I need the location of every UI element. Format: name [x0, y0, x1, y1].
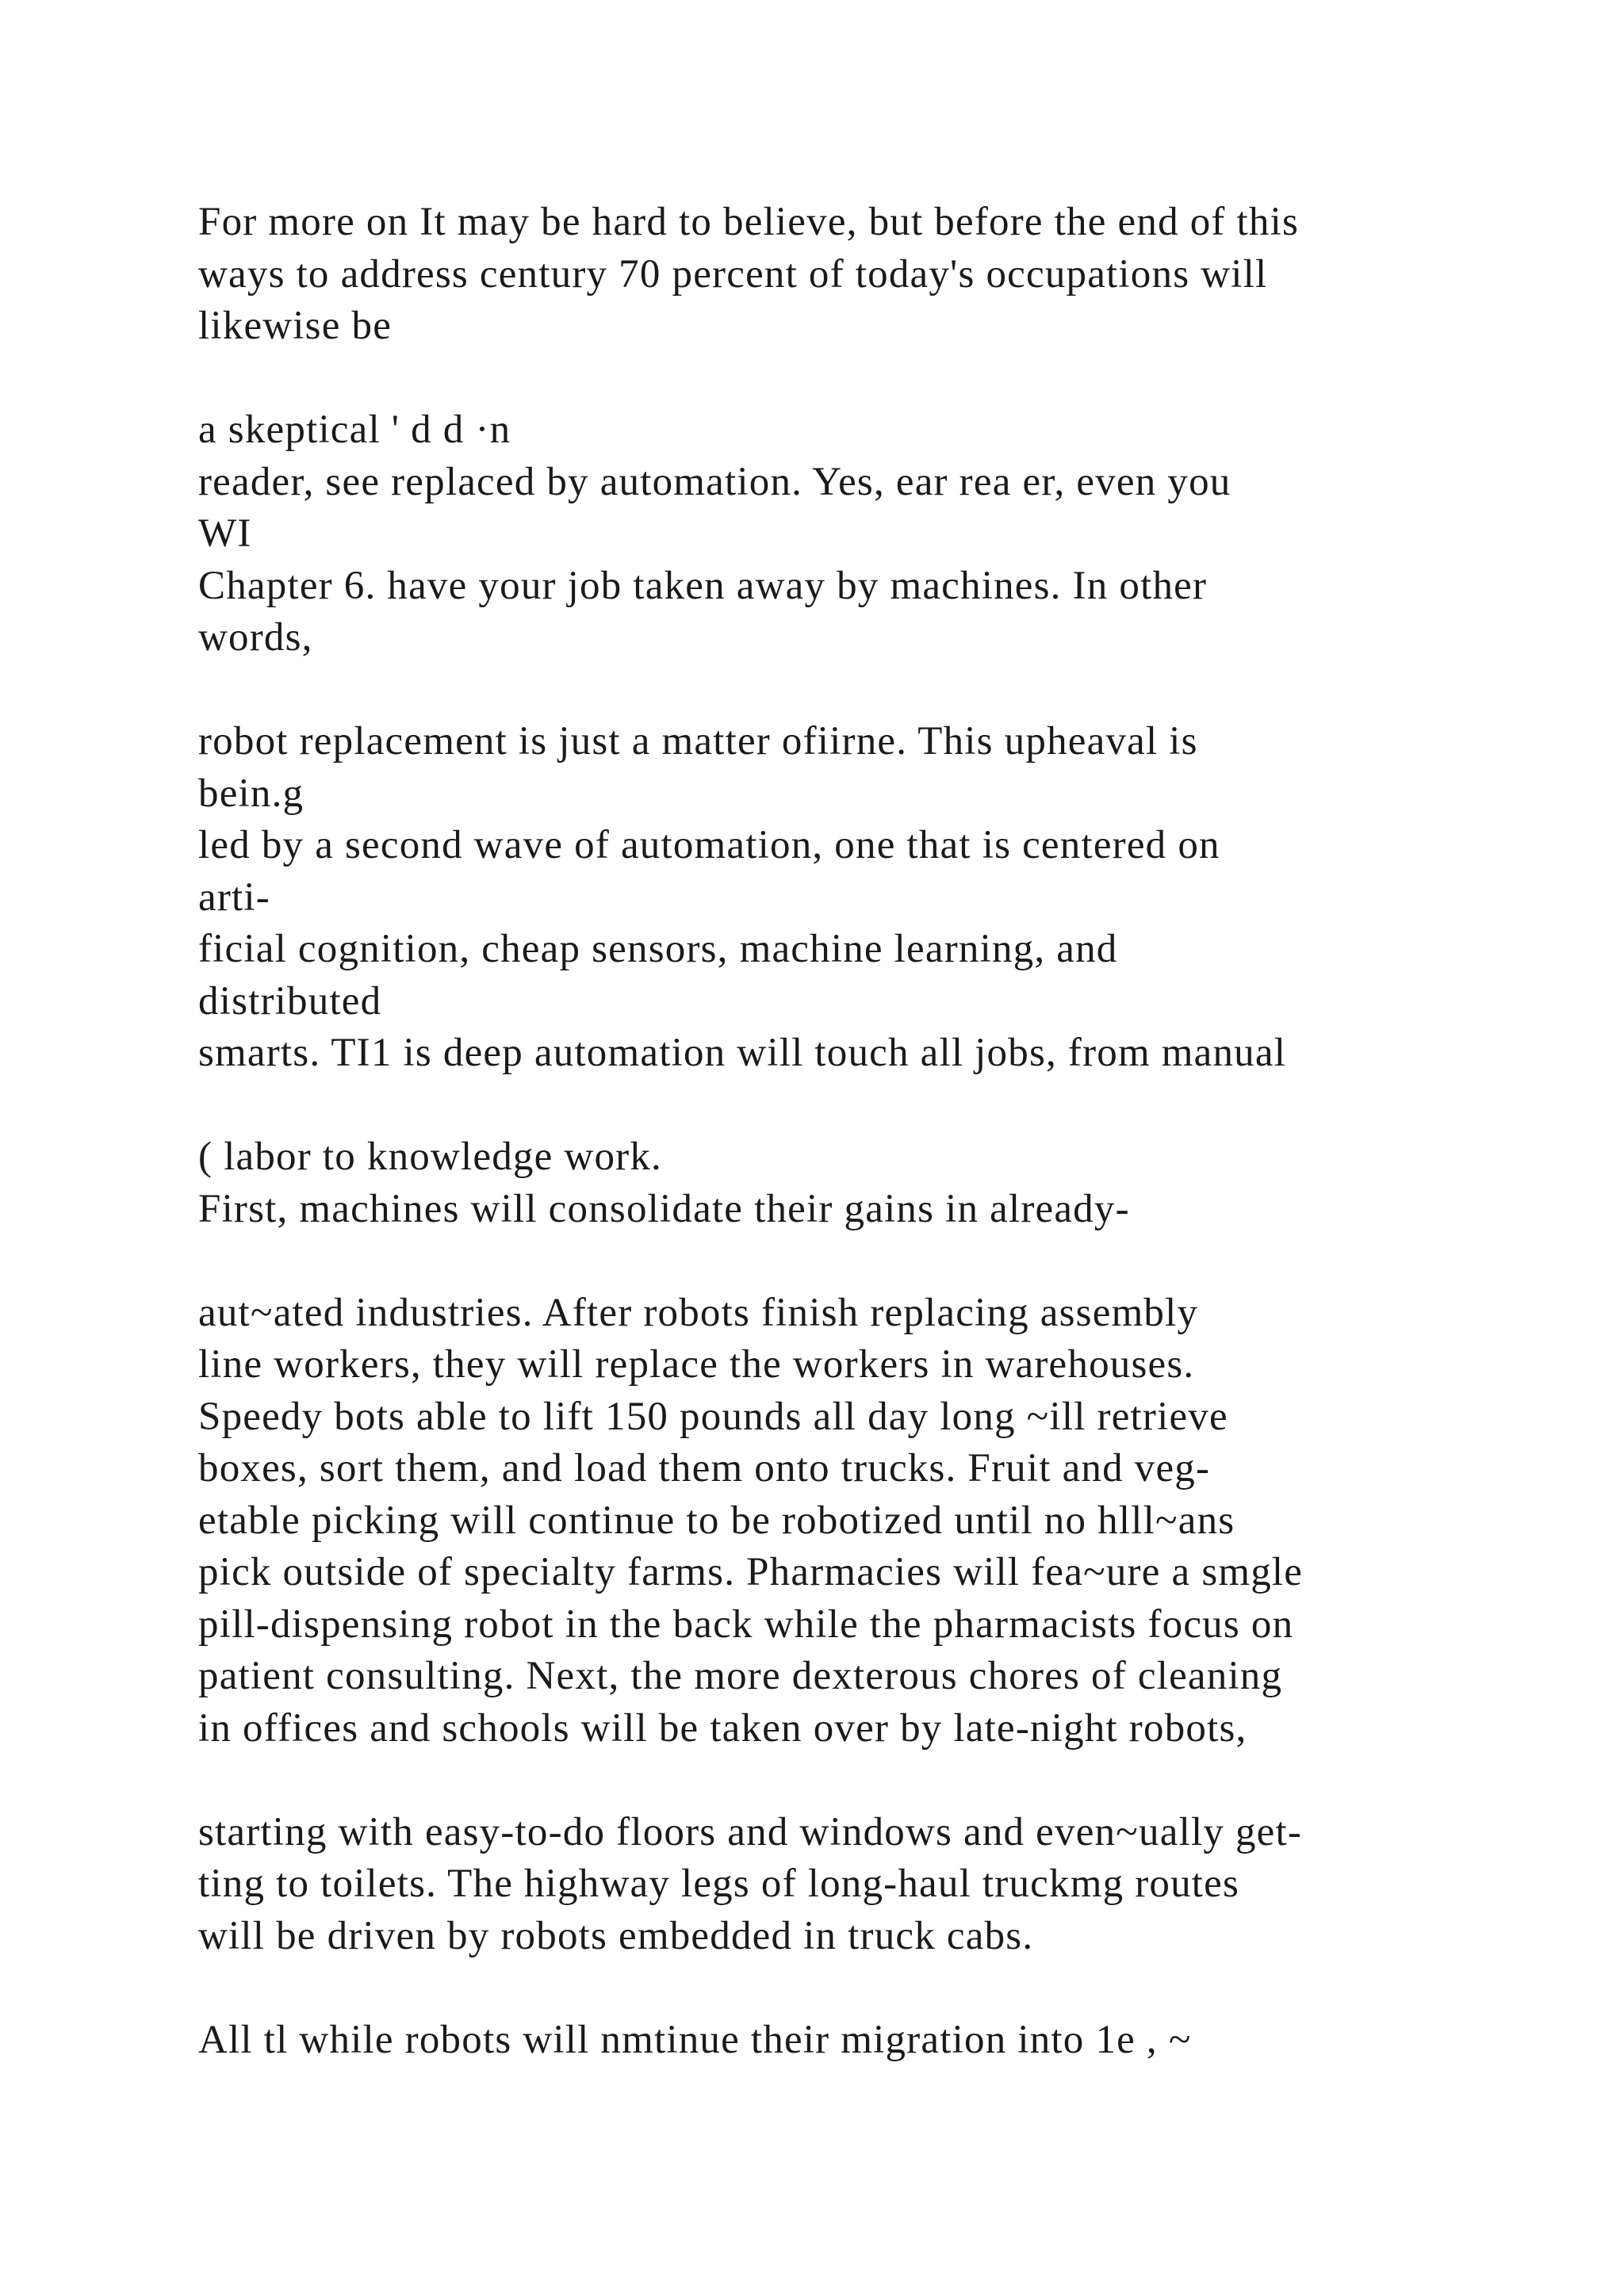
text-line: etable picking will continue to be robotized until no hlll~ans	[198, 1498, 1235, 1543]
text-line: starting with easy-to-do floors and windows and even~ually get-	[198, 1809, 1303, 1854]
text-line: reader, see replaced by automation. Yes, ear rea er, even you	[198, 459, 1231, 504]
text-line: ficial cognition, cheap sensors, machine learning, and	[198, 927, 1118, 971]
text-line: Chapter 6. have your job taken away by machines. In other	[198, 563, 1208, 608]
text-line: pill-dispensing robot in the back while the pharmacists focus on	[198, 1601, 1294, 1647]
text-line: ting to toilets. The highway legs of long-haul truckmg routes	[198, 1862, 1240, 1906]
text-line: led by a second wave of automation, one that is centered on	[198, 823, 1220, 867]
blank-line	[198, 664, 1499, 717]
text-line: WI	[198, 511, 252, 556]
text-line: boxes, sort them, and load them onto trucks. Fruit and veg-	[198, 1446, 1211, 1490]
text-line: All tl while robots will nmtinue their migration into 1e , ~	[198, 2017, 1192, 2062]
text-line: pick outside of specialty farms. Pharmacies will fea~ure a smgle	[198, 1550, 1304, 1594]
text-line: bein.g	[198, 771, 304, 816]
text-line: First, machines will consolidate their gains in already-	[198, 1186, 1130, 1231]
text-line: Speedy bots able to lift 150 pounds all day long ~ill retrieve	[198, 1394, 1228, 1439]
text-line: words,	[198, 615, 313, 660]
text-line: will be driven by robots embedded in truck cabs.	[198, 1913, 1034, 1958]
blank-line	[198, 353, 1499, 405]
text-line: patient consulting. Next, the more dexterous chores of cleaning	[198, 1654, 1283, 1698]
text-line: smarts. TI1 is deep automation will touch all jobs, from manual	[198, 1031, 1287, 1075]
text-line: in offices and schools will be taken over by late-night robots,	[198, 1705, 1247, 1751]
text-line: robot replacement is just a matter ofiirne. This upheaval is	[198, 719, 1198, 763]
blank-line	[198, 1235, 1499, 1288]
text-line: line workers, they will replace the workers in warehouses.	[198, 1342, 1195, 1387]
text-line: ways to address century 70 percent of today's occupations will	[198, 251, 1268, 297]
blank-line	[198, 1080, 1499, 1132]
text-line: For more on It may be hard to believe, but before the end of this	[198, 200, 1300, 244]
text-line: aut~ated industries. After robots finish replacing assembly	[198, 1290, 1199, 1335]
text-line: likewise be	[198, 304, 393, 348]
body-text	[198, 197, 1499, 2066]
blank-line	[198, 1962, 1499, 2015]
text-line: a skeptical ' d d ·n	[198, 408, 511, 452]
blank-line	[198, 1755, 1499, 1807]
text-line: ( labor to knowledge work.	[198, 1135, 662, 1179]
text-line: distributed	[198, 978, 382, 1024]
text-line: arti-	[198, 874, 270, 920]
